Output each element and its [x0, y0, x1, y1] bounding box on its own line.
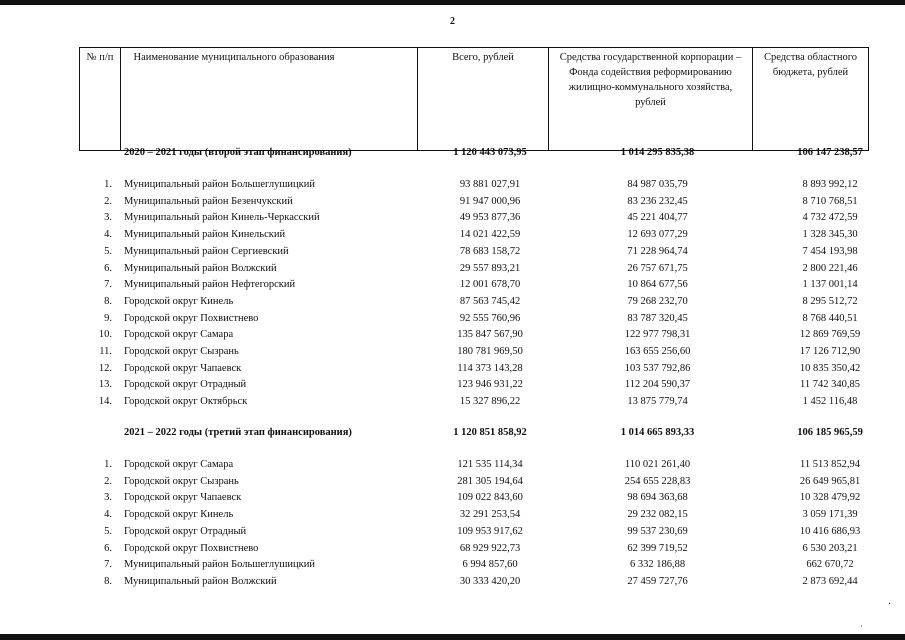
cell-no: 4. — [104, 229, 112, 241]
cell-fund: 71 228 964,74 — [627, 245, 688, 257]
section-regional: 106 185 965,59 — [797, 427, 863, 438]
cell-no: 1. — [104, 459, 112, 470]
cell-no: 2. — [104, 195, 112, 207]
cell-name: Городской округ Самара — [124, 459, 234, 470]
table-row — [0, 396, 905, 413]
cell-name: Городской округ Похвистнево — [124, 312, 259, 324]
table-row — [0, 279, 905, 296]
cell-total: 180 781 969,50 — [457, 346, 523, 357]
table-row — [0, 509, 905, 526]
table-row — [0, 346, 905, 363]
table-row — [0, 559, 905, 576]
cell-regional: 1 137 001,14 — [802, 279, 858, 291]
table-row — [0, 379, 905, 396]
table-row — [0, 246, 905, 263]
header-name-label: Наименование муниципального образования — [133, 52, 335, 63]
section-header — [0, 427, 905, 444]
cell-regional: 8 295 512,72 — [802, 295, 858, 307]
cell-name: Муниципальный район Большеглушицкий — [124, 179, 315, 190]
cell-fund: 98 694 363,68 — [627, 492, 688, 504]
table-row — [0, 212, 905, 229]
header-regional: Средства областного бюджета, рублей — [753, 48, 869, 151]
cell-fund: 83 236 232,45 — [627, 195, 688, 207]
cell-fund: 83 787 320,45 — [627, 312, 688, 324]
cell-fund: 99 537 230,69 — [627, 525, 688, 537]
cell-fund: 27 459 727,76 — [627, 575, 688, 587]
cell-no: 5. — [104, 525, 112, 537]
cell-total: 29 557 893,21 — [459, 262, 521, 274]
cell-regional: 26 649 965,81 — [799, 475, 861, 487]
cell-name: Городской округ Сызрань — [124, 475, 239, 487]
cell-name: Городской округ Кинель — [124, 509, 234, 521]
table-row — [0, 229, 905, 246]
table-row — [0, 526, 905, 543]
cell-no: 5. — [104, 245, 112, 257]
cell-regional: 12 869 769,59 — [799, 329, 861, 341]
header-name — [121, 48, 418, 151]
cell-total: 78 683 158,72 — [459, 245, 521, 257]
cell-no: 8. — [104, 575, 112, 587]
cell-regional: 662 670,72 — [806, 559, 854, 571]
cell-no: 4. — [104, 509, 112, 521]
cell-regional: 10 416 686,93 — [799, 525, 861, 537]
cell-no: 7. — [104, 279, 112, 291]
cell-name: Городской округ Сызрань — [124, 346, 239, 357]
section-title: 2020 – 2021 годы (второй этап финансирования) — [124, 147, 352, 158]
table-row — [0, 363, 905, 380]
cell-name: Муниципальный район Кинель-Черкасский — [124, 212, 320, 224]
cell-no: 11. — [99, 346, 112, 357]
header-number: № п/п — [80, 48, 121, 151]
cell-total: 14 021 422,59 — [459, 229, 521, 241]
cell-name: Муниципальный район Сергиевский — [124, 245, 289, 257]
cell-no: 3. — [104, 212, 112, 224]
cell-name: Муниципальный район Волжский — [124, 575, 277, 587]
cell-regional: 3 059 171,39 — [802, 509, 858, 521]
cell-fund: 45 221 404,77 — [627, 212, 688, 224]
cell-regional: 7 454 193,98 — [802, 245, 858, 257]
table-row — [0, 476, 905, 493]
cell-regional: 8 893 992,12 — [802, 179, 858, 190]
table-row — [0, 329, 905, 346]
cell-fund: 84 987 035,79 — [627, 179, 688, 190]
cell-name: Городской округ Чапаевск — [124, 492, 242, 504]
cell-fund: 29 232 082,15 — [627, 509, 688, 521]
cell-name: Городской округ Чапаевск — [124, 362, 242, 374]
section-regional: 106 147 238,57 — [797, 147, 863, 158]
cell-name: Городской округ Самара — [124, 329, 234, 341]
cell-no: 8. — [104, 295, 112, 307]
cell-total: 114 373 143,28 — [457, 362, 523, 374]
cell-regional: 8 710 768,51 — [802, 195, 858, 207]
cell-regional: 6 530 203,21 — [802, 542, 858, 554]
cell-fund: 79 268 232,70 — [627, 295, 688, 307]
cell-total: 109 022 843,60 — [457, 492, 523, 504]
cell-no: 7. — [104, 559, 112, 571]
cell-regional: 4 732 472,59 — [802, 212, 858, 224]
cell-no: 12. — [98, 362, 112, 374]
cell-fund: 10 864 677,56 — [627, 279, 688, 291]
cell-total: 91 947 000,96 — [459, 195, 521, 207]
table-row — [0, 543, 905, 560]
cell-regional: 17 126 712,90 — [799, 346, 861, 357]
cell-regional: 10 328 479,92 — [799, 492, 861, 504]
cell-fund: 13 875 779,74 — [627, 396, 688, 408]
cell-fund: 112 204 590,37 — [624, 379, 691, 391]
cell-total: 30 333 420,20 — [459, 575, 521, 587]
scan-mark: · — [888, 599, 892, 610]
cell-no: 1. — [104, 179, 112, 190]
cell-total: 281 305 194,64 — [457, 475, 523, 487]
section-total: 1 120 443 073,95 — [453, 147, 527, 158]
cell-no: 6. — [104, 542, 112, 554]
cell-name: Муниципальный район Большеглушицкий — [124, 559, 315, 571]
cell-regional: 11 513 852,94 — [800, 459, 860, 470]
cell-fund: 62 399 719,52 — [627, 542, 688, 554]
section-header — [0, 147, 905, 164]
section-total: 1 120 851 858,92 — [453, 427, 527, 438]
cell-regional: 8 768 440,51 — [802, 312, 858, 324]
cell-fund: 110 021 261,40 — [624, 459, 691, 470]
cell-name: Муниципальный район Волжский — [124, 262, 277, 274]
table-row — [0, 263, 905, 280]
cell-no: 14. — [98, 396, 112, 408]
table-row — [0, 459, 905, 476]
cell-total: 6 994 857,60 — [462, 559, 518, 571]
cell-no: 10. — [98, 329, 112, 341]
cell-regional: 2 800 221,46 — [802, 262, 858, 274]
cell-total: 109 953 917,62 — [457, 525, 523, 537]
table-row — [0, 296, 905, 313]
cell-regional: 10 835 350,42 — [799, 362, 861, 374]
table-row — [0, 313, 905, 330]
cell-total: 49 953 877,36 — [459, 212, 521, 224]
cell-regional: 1 328 345,30 — [802, 229, 858, 241]
table-row — [0, 576, 905, 593]
section-title: 2021 – 2022 годы (третий этап финансирования) — [124, 427, 352, 438]
cell-name: Городской округ Отрадный — [124, 379, 247, 391]
cell-fund: 254 655 228,83 — [624, 475, 691, 487]
bottom-border — [0, 634, 905, 640]
table-row — [0, 196, 905, 213]
cell-fund: 122 977 798,31 — [624, 329, 691, 341]
cell-fund: 163 655 256,60 — [624, 346, 691, 357]
cell-total: 12 001 678,70 — [459, 279, 521, 291]
cell-name: Городской округ Отрадный — [124, 525, 247, 537]
cell-fund: 6 332 186,88 — [629, 559, 686, 571]
header-total: Всего, рублей — [418, 48, 549, 151]
table-row — [0, 492, 905, 509]
cell-name: Муниципальный район Кинельский — [124, 229, 286, 241]
cell-total: 15 327 896,22 — [459, 396, 521, 408]
cell-name: Городской округ Кинель — [124, 295, 234, 307]
cell-regional: 2 873 692,44 — [802, 575, 858, 587]
page-number: 2 — [450, 16, 455, 27]
cell-fund: 103 537 792,86 — [624, 362, 691, 374]
top-border — [0, 0, 905, 5]
cell-total: 121 535 114,34 — [457, 459, 523, 470]
cell-fund: 26 757 671,75 — [627, 262, 688, 274]
header-fund: Средства государственной корпорации – Фонда содействия реформированию жилищно-коммунального хозяйства, рублей — [549, 48, 753, 151]
table-header — [79, 47, 869, 151]
cell-no: 3. — [104, 492, 112, 504]
section-fund: 1 014 665 893,33 — [620, 427, 695, 438]
cell-total: 92 555 760,96 — [459, 312, 521, 324]
scan-mark: · — [860, 622, 863, 631]
cell-total: 87 563 745,42 — [459, 295, 521, 307]
cell-fund: 12 693 077,29 — [627, 229, 688, 241]
cell-name: Муниципальный район Безенчукский — [124, 195, 293, 207]
cell-total: 93 881 027,91 — [459, 179, 521, 190]
cell-total: 123 946 931,22 — [457, 379, 523, 391]
cell-regional: 11 742 340,85 — [800, 379, 860, 391]
cell-name: Городской округ Октябрьск — [124, 396, 248, 408]
table-row — [0, 179, 905, 196]
cell-no: 2. — [104, 475, 112, 487]
cell-total: 135 847 567,90 — [457, 329, 523, 341]
cell-no: 9. — [104, 312, 112, 324]
cell-regional: 1 452 116,48 — [802, 396, 858, 408]
cell-total: 68 929 922,73 — [459, 542, 521, 554]
cell-name: Городской округ Похвистнево — [124, 542, 259, 554]
section-fund: 1 014 295 835,38 — [620, 147, 695, 158]
cell-no: 6. — [104, 262, 112, 274]
cell-no: 13. — [98, 379, 112, 391]
cell-name: Муниципальный район Нефтегорский — [124, 279, 296, 291]
cell-total: 32 291 253,54 — [459, 509, 521, 521]
